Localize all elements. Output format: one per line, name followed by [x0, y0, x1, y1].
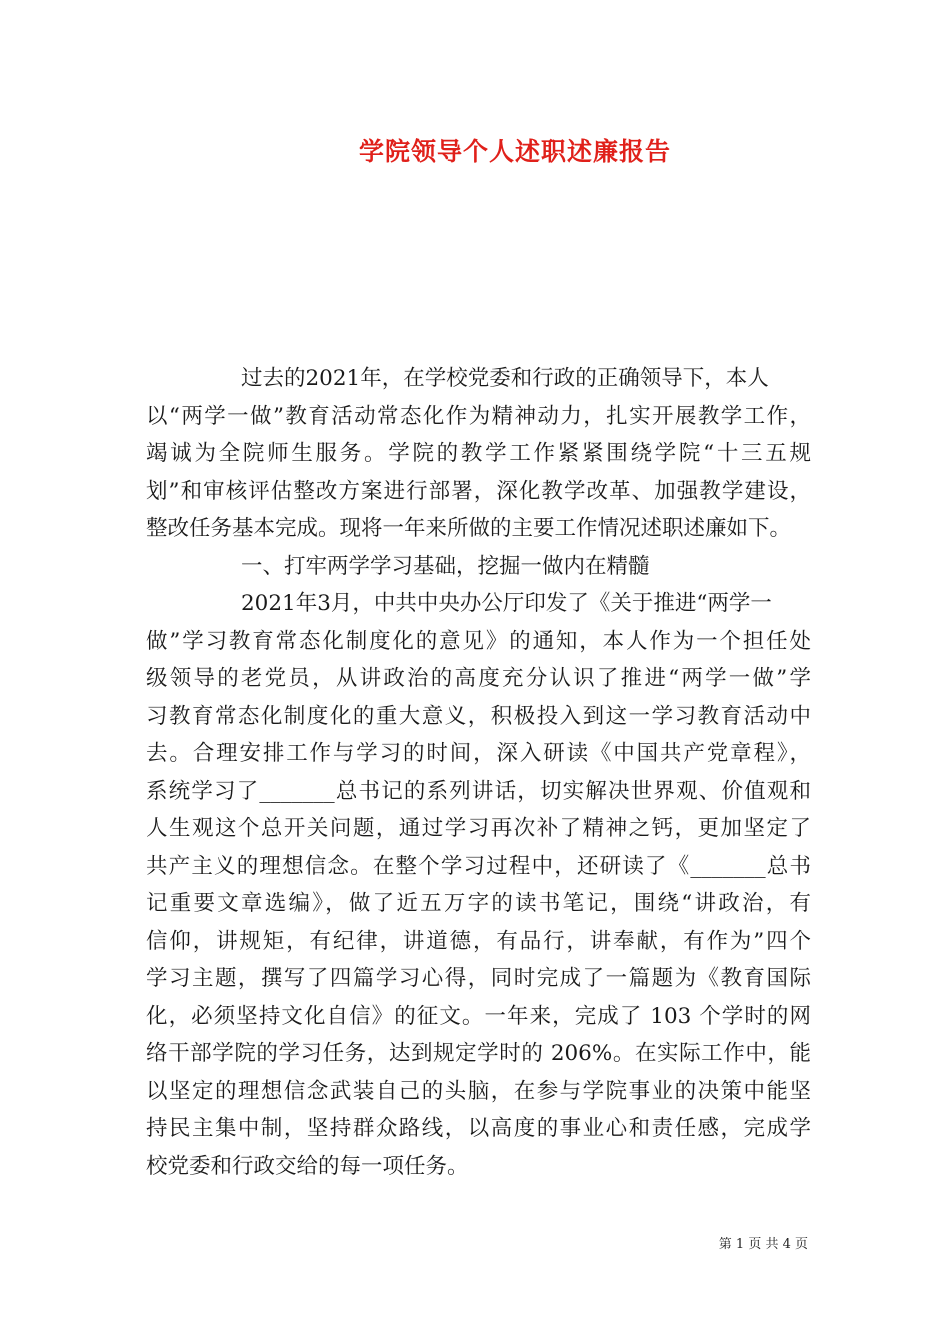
document-body	[146, 360, 811, 1185]
paragraph-line: 过去的2021年，在学校党委和行政的正确领导下，本人	[241, 366, 769, 391]
paragraph-line: 2021年3月，中共中央办公厅印发了《关于推进“两学一	[241, 591, 772, 616]
section-heading: 一、打牢两学学习基础，挖掘一做内在精髓	[241, 553, 650, 579]
paragraph-line: 持民主集中制，坚持群众路线，以高度的事业心和责任感，完成学	[146, 1116, 811, 1141]
paragraph-line: 人生观这个总开关问题，通过学习再次补了精神之钙，更加坚定了	[146, 816, 811, 841]
paragraph-line: 学习主题，撰写了四篇学习心得，同时完成了一篇题为《教育国际	[146, 966, 811, 991]
paragraph-line: 络干部学院的学习任务，达到规定学时的 206%。在实际工作中，能	[146, 1041, 811, 1066]
paragraph-line: 做”学习教育常态化制度化的意见》的通知，本人作为一个担任处	[146, 628, 811, 654]
paragraph-line: 划”和审核评估整改方案进行部署，深化教学改革、加强教学建设，	[146, 478, 811, 504]
paragraph-line: 记重要文章选编》，做了近五万字的读书笔记，围绕“讲政治，有	[146, 891, 811, 916]
paragraph-line: 校党委和行政交给的每一项任务。	[146, 1153, 469, 1179]
paragraph-line: 共产主义的理想信念。在整个学习过程中，还研读了《_______总书	[146, 853, 811, 879]
paragraph-line: 整改任务基本完成。现将一年来所做的主要工作情况述职述廉如下。	[146, 516, 792, 541]
paragraph-line: 习教育常态化制度化的重大意义，积极投入到这一学习教育活动中	[146, 703, 811, 729]
paragraph-line: 级领导的老党员，从讲政治的高度充分认识了推进“两学一做”学	[146, 666, 811, 691]
paragraph-line: 去。合理安排工作与学习的时间，深入研读《中国共产党章程》，	[146, 741, 811, 766]
paragraph-line: 竭诚为全院师生服务。学院的教学工作紧紧围绕学院“十三五规	[146, 441, 811, 466]
page-number: 第 1 页 共 4 页	[718, 1237, 808, 1252]
paragraph-line: 信仰，讲规矩，有纪律，讲道德，有品行，讲奉献，有作为”四个	[146, 928, 811, 954]
paragraph-line: 以坚定的理想信念武装自己的头脑，在参与学院事业的决策中能坚	[146, 1078, 811, 1104]
paragraph-line: 系统学习了_______总书记的系列讲话，切实解决世界观、价值观和	[146, 778, 811, 804]
paragraph-line: 化，必须坚持文化自信》的征文。一年来，完成了 103 个学时的网	[146, 1003, 811, 1029]
document-title: 学院领导个人述职述廉报告	[358, 137, 671, 166]
paragraph-line: 以“两学一做”教育活动常态化作为精神动力，扎实开展教学工作，	[146, 403, 811, 429]
